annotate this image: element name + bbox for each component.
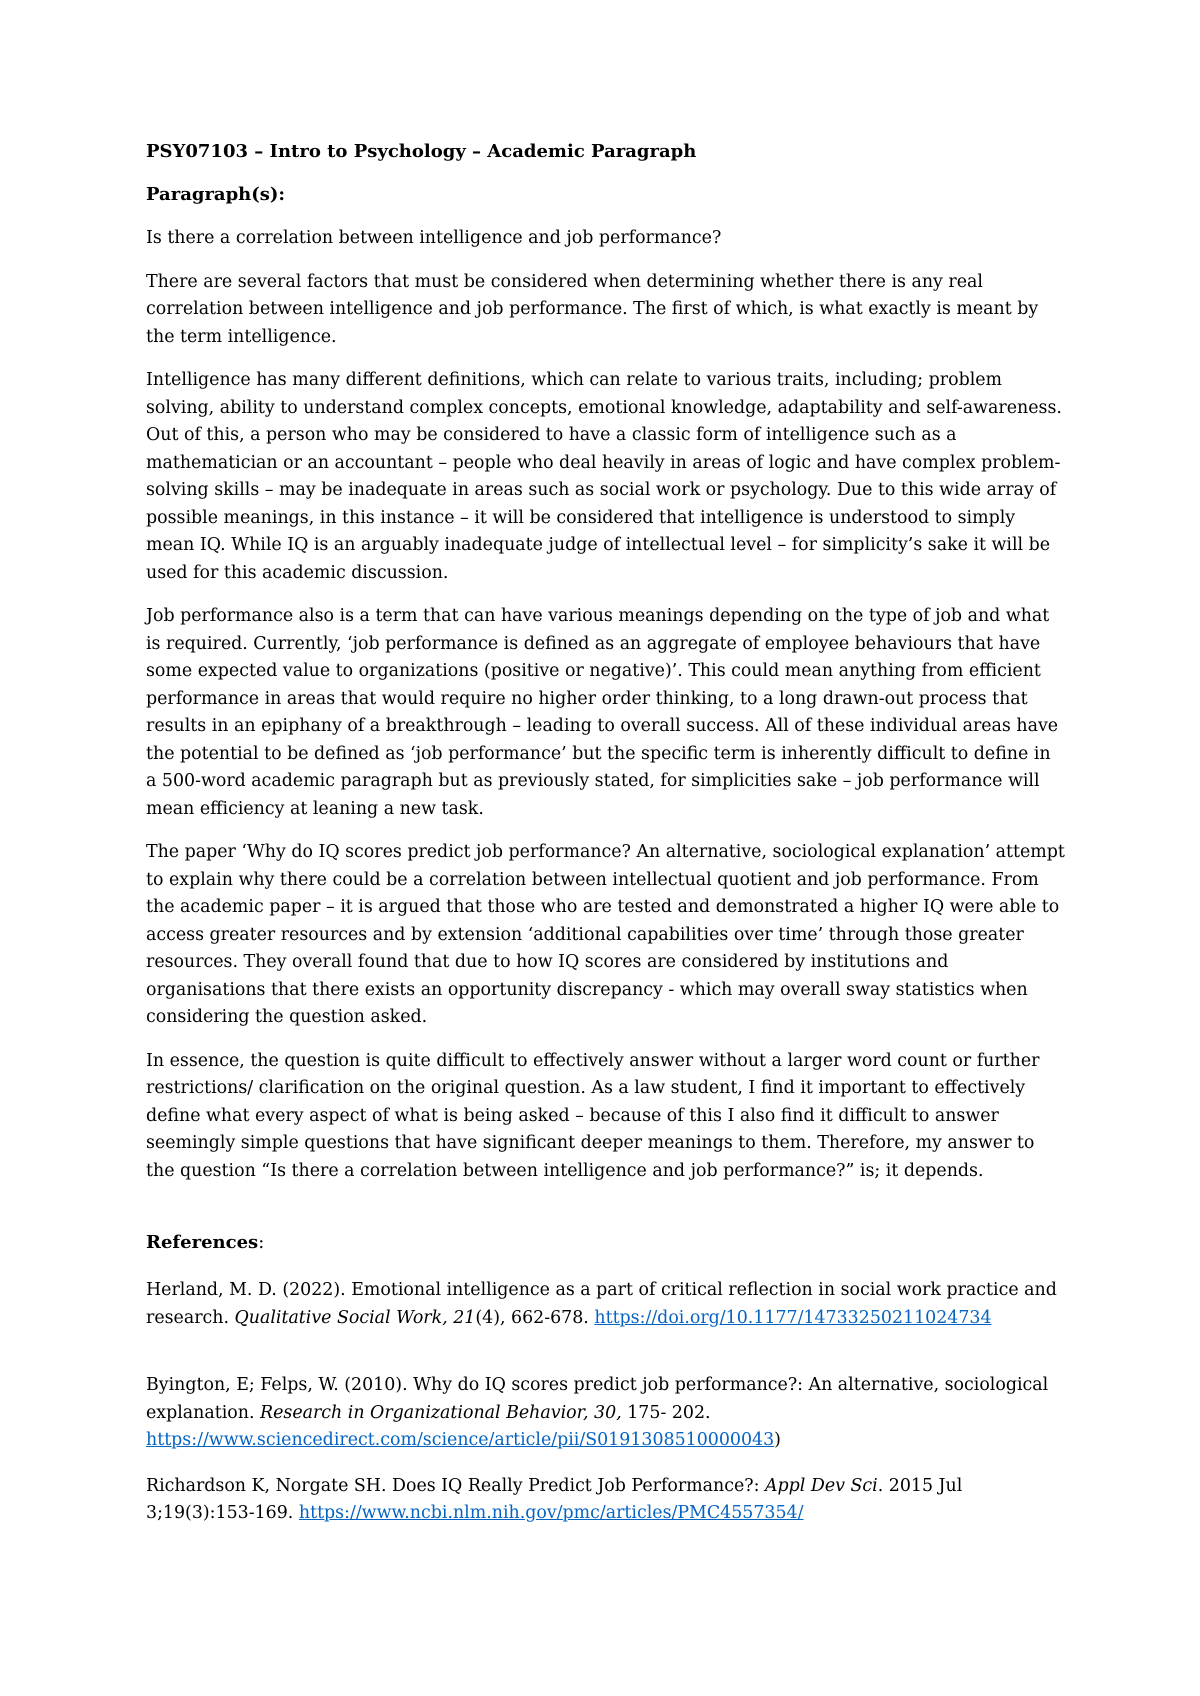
reference-link[interactable]: https://www.sciencedirect.com/science/article/pii/S0191308510000043 (146, 1430, 775, 1450)
reference-journal: Appl Dev Sci (764, 1475, 878, 1496)
reference-trailing: ) (774, 1430, 781, 1450)
body-paragraph-3: Job performance also is a term that can have various meanings depending on the type of job and what is required. Currently, ‘job performance is defined as an aggregate of employee behaviours that have some expected value to organizations (positive or negative)’. This could mean anything from efficient performance in areas that would require no higher order thinking, to a long drawn-out process that results in an epiphany of a breakthrough – leading to overall success. All of these individual areas have the potential to be defined as ‘job performance’ but the specific term is inherently difficult to define in a 500-word academic paragraph but as previously stated, for simplicities sake – job performance will mean efficiency at leaning a new task. (146, 606, 1059, 819)
reference-text: Richardson K, Norgate SH. Does IQ Really Predict Job Performance?: (146, 1475, 765, 1496)
reference-details: . 2015 Jul 3;19(3):153-169. (146, 1475, 963, 1523)
reference-link[interactable]: https://www.ncbi.nlm.nih.gov/pmc/articles/PMC4557354/ (298, 1503, 804, 1523)
reference-details: (4), 662-678. (475, 1307, 595, 1328)
reference-item (146, 1277, 1066, 1332)
body-paragraph-5: In essence, the question is quite difficult to effectively answer without a larger word count or further restrictions/ clarification on the original question. As a law student, I find it important to effectively define what every aspect of what is being asked – because of this I also find it difficult to answer seemingly simple questions that have significant deeper meanings to them. Therefore, my answer to the question “Is there a correlation between intelligence and job performance?” is; it depends. (146, 1050, 1040, 1181)
reference-text: Herland, M. D. (2022). Emotional intelligence as a part of critical reflection in social work practice and research. (146, 1280, 1057, 1328)
references-heading (146, 1231, 1066, 1255)
reference-journal: Research in Organizational Behavior, 30, (260, 1402, 622, 1423)
references-heading-colon: : (258, 1232, 265, 1253)
reference-text: Byington, E; Felps, W. (2010). Why do IQ scores predict job performance?: An alternative, sociological explanation. (146, 1375, 1049, 1423)
references-heading-text: References (146, 1232, 259, 1253)
body-paragraph-1: There are several factors that must be considered when determining whether there is any real correlation between intelligence and job performance. The first of which, is what exactly is meant by the term intelligence. (146, 271, 1039, 347)
reference-details: 175- 202. (621, 1402, 711, 1423)
essay-question: Is there a correlation between intelligence and job performance? (146, 228, 722, 248)
body-paragraph-4: The paper ‘Why do IQ scores predict job performance? An alternative, sociological explanation’ attempt to explain why there could be a correlation between intellectual quotient and job performance. From the academic paper – it is argued that those who are tested and demonstrated a higher IQ were able to access greater resources and by extension ‘additional capabilities over time’ through those greater resources. They overall found that due to how IQ scores are considered by institutions and organisations that there exists an opportunity discrepancy - which may overall sway statistics when considering the question asked. (146, 842, 1065, 1027)
paragraphs-heading: Paragraph(s): (146, 184, 286, 205)
body-paragraph-2: Intelligence has many different definitions, which can relate to various traits, including; problem solving, ability to understand complex concepts, emotional knowledge, adaptability and self-awareness. Out of this, a person who may be considered to have a classic form of intelligence such as a mathematician or an accountant – people who deal heavily in areas of logic and have complex problem-solving skills – may be inadequate in areas such as social work or psychology. Due to this wide array of possible meanings, in this instance – it will be considered that intelligence is understood to simply mean IQ. While IQ is an arguably inadequate judge of intellectual level – for simplicity’s sake it will be used for this academic discussion. (146, 370, 1062, 583)
reference-link[interactable]: https://doi.org/10.1177/14733250211024734 (594, 1307, 992, 1328)
document-body (146, 140, 1066, 1528)
reference-journal: Qualitative Social Work, 21 (234, 1307, 476, 1328)
reference-item (146, 1473, 1066, 1528)
document-title: PSY07103 – Intro to Psychology – Academic Paragraph (146, 141, 697, 162)
reference-item (146, 1372, 1066, 1455)
